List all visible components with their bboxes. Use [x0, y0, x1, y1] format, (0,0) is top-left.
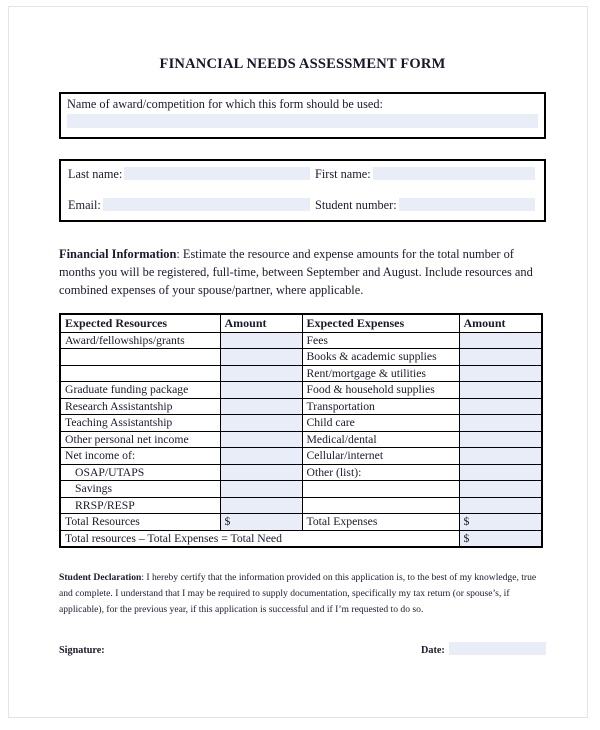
last-name-label: Last name:	[68, 167, 123, 181]
applicant-info-section	[59, 159, 546, 222]
student-declaration-heading: Student Declaration	[59, 572, 142, 584]
signature-section	[59, 645, 546, 656]
expense-label-cell	[302, 481, 459, 498]
table-header-row	[60, 314, 542, 333]
resource-label-cell: Award/fellowships/grants	[60, 332, 220, 349]
table-row	[60, 448, 542, 465]
expense-amount-cell[interactable]	[459, 481, 542, 498]
resource-amount-cell[interactable]	[220, 497, 302, 514]
table-row	[60, 398, 542, 415]
resource-amount-cell[interactable]	[220, 448, 302, 465]
table-row	[60, 382, 542, 399]
table-footer	[60, 514, 542, 548]
resource-label-cell: Savings	[60, 481, 220, 498]
table-row	[60, 415, 542, 432]
resource-amount-cell[interactable]	[220, 481, 302, 498]
last-name-group	[61, 161, 310, 180]
resource-amount-cell[interactable]	[220, 349, 302, 366]
expense-label-cell: Transportation	[302, 398, 459, 415]
resource-amount-cell[interactable]	[220, 464, 302, 481]
last-name-input[interactable]	[124, 167, 310, 180]
expense-label-cell: Cellular/internet	[302, 448, 459, 465]
table-row	[60, 464, 542, 481]
first-name-label: First name:	[315, 167, 371, 181]
expense-label-cell: Other (list):	[302, 464, 459, 481]
expense-label-cell: Child care	[302, 415, 459, 432]
table-row	[60, 481, 542, 498]
table-body	[60, 332, 542, 514]
resource-label-cell: Teaching Assistantship	[60, 415, 220, 432]
table-row	[60, 497, 542, 514]
financial-information-heading: Financial Information	[59, 247, 177, 261]
student-declaration-paragraph	[59, 570, 546, 617]
expense-amount-cell[interactable]	[459, 365, 542, 382]
financial-information-text: : Estimate the resource and expense amounts for the total number of months you will be registered, full-time, between September and August. Include resources and combined expenses of your spouse/partner, where applicable.	[59, 247, 533, 297]
total-need-label: Total resources – Total Expenses = Total Need	[60, 530, 459, 547]
expense-amount-cell[interactable]	[459, 431, 542, 448]
header-resources-amount: Amount	[220, 314, 302, 333]
date-input[interactable]	[449, 642, 546, 655]
expense-amount-cell[interactable]	[459, 415, 542, 432]
expense-amount-cell[interactable]	[459, 349, 542, 366]
expense-amount-cell[interactable]	[459, 398, 542, 415]
signature-label: Signature:	[59, 645, 105, 657]
table-row	[60, 349, 542, 366]
award-name-input[interactable]	[67, 114, 538, 128]
date-label: Date:	[421, 645, 445, 657]
contact-row	[61, 192, 544, 223]
resource-label-cell	[60, 349, 220, 366]
email-input[interactable]	[103, 198, 310, 211]
email-group	[61, 192, 310, 211]
expense-label-cell: Medical/dental	[302, 431, 459, 448]
resource-label-cell: Net income of:	[60, 448, 220, 465]
expense-amount-cell[interactable]	[459, 332, 542, 349]
resource-amount-cell[interactable]	[220, 332, 302, 349]
resource-label-cell: Graduate funding package	[60, 382, 220, 399]
student-number-input[interactable]	[399, 198, 535, 211]
resources-expenses-table	[59, 313, 543, 549]
resource-label-cell: Other personal net income	[60, 431, 220, 448]
totals-row	[60, 514, 542, 531]
financial-information-paragraph	[59, 246, 546, 300]
award-name-label: Name of award/competition for which this form should be used:	[67, 97, 383, 111]
first-name-input[interactable]	[373, 167, 535, 180]
resource-label-cell: Research Assistantship	[60, 398, 220, 415]
resource-amount-cell[interactable]	[220, 382, 302, 399]
table-row	[60, 332, 542, 349]
student-number-group	[310, 192, 535, 211]
header-expected-expenses: Expected Expenses	[302, 314, 459, 333]
total-expenses-label: Total Expenses	[302, 514, 459, 531]
resource-amount-cell[interactable]	[220, 415, 302, 432]
header-expected-resources: Expected Resources	[60, 314, 220, 333]
name-row	[61, 161, 544, 192]
resource-amount-cell[interactable]	[220, 365, 302, 382]
student-declaration-text: : I hereby certify that the information provided on this application is, to the best of my knowledge, true and complete. I understand that I may be required to supply documentation, specifically my tax return (or spouse’s, if applicable), for the previous year, if this application is successful and if I’m requested to do so.	[59, 572, 537, 615]
first-name-group	[310, 161, 535, 180]
email-label: Email:	[68, 198, 101, 212]
expense-label-cell: Rent/mortgage & utilities	[302, 365, 459, 382]
resource-amount-cell[interactable]	[220, 398, 302, 415]
expense-amount-cell[interactable]	[459, 382, 542, 399]
resource-label-cell: RRSP/RESP	[60, 497, 220, 514]
total-need-row	[60, 530, 542, 547]
total-expenses-amount[interactable]: $	[459, 514, 542, 531]
header-expenses-amount: Amount	[459, 314, 542, 333]
student-number-label: Student number:	[315, 198, 397, 212]
resource-amount-cell[interactable]	[220, 431, 302, 448]
form-page	[8, 6, 588, 718]
resource-label-cell	[60, 365, 220, 382]
expense-label-cell	[302, 497, 459, 514]
total-resources-label: Total Resources	[60, 514, 220, 531]
form-content	[59, 7, 546, 656]
expense-label-cell: Fees	[302, 332, 459, 349]
expense-label-cell: Food & household supplies	[302, 382, 459, 399]
total-need-amount[interactable]: $	[459, 530, 542, 547]
expense-amount-cell[interactable]	[459, 497, 542, 514]
award-name-section	[59, 92, 546, 139]
date-group	[421, 645, 546, 656]
page-title: FINANCIAL NEEDS ASSESSMENT FORM	[159, 56, 446, 72]
expense-amount-cell[interactable]	[459, 464, 542, 481]
table-row	[60, 431, 542, 448]
resource-label-cell: OSAP/UTAPS	[60, 464, 220, 481]
expense-label-cell: Books & academic supplies	[302, 349, 459, 366]
table-row	[60, 365, 542, 382]
total-resources-amount[interactable]: $	[220, 514, 302, 531]
signature-group	[59, 645, 421, 656]
expense-amount-cell[interactable]	[459, 448, 542, 465]
